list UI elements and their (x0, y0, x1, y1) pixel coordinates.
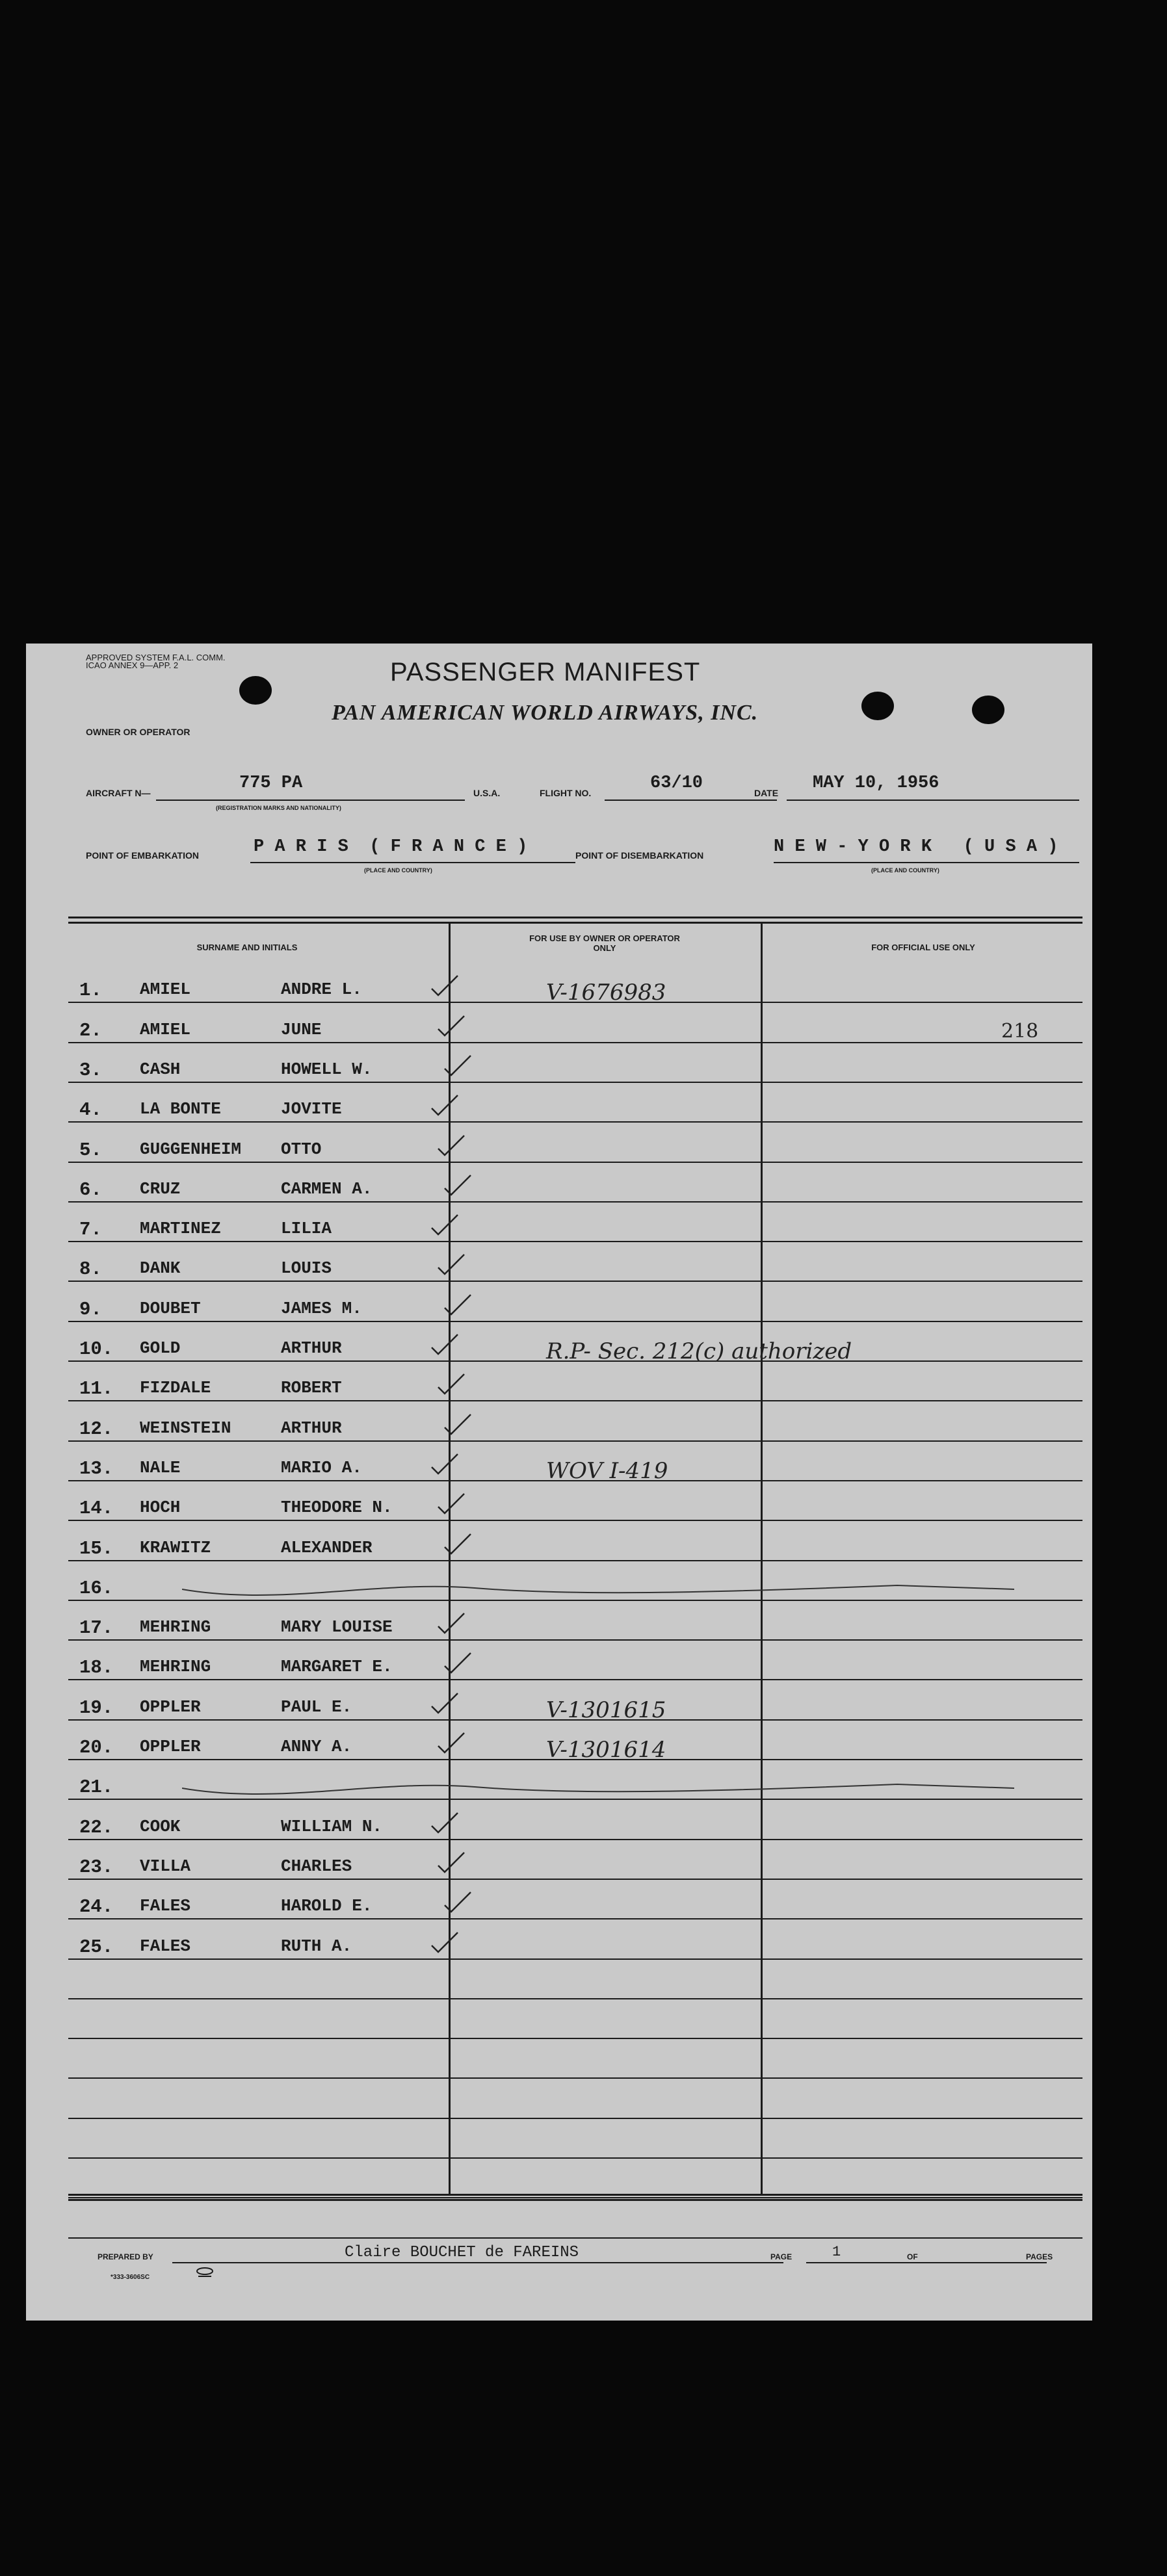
approval-stamp-text: APPROVED SYSTEM F.A.L. COMM. ICAO ANNEX 9—APP. 2 (86, 653, 226, 670)
row-rule (68, 1121, 1082, 1123)
row-number: 8. (79, 1258, 102, 1280)
table-row (26, 1578, 1092, 1600)
passenger-surname: DANK (140, 1258, 181, 1278)
passenger-given-name: JOVITE (281, 1099, 342, 1119)
flight-line (605, 800, 777, 801)
row-rule (68, 1042, 1082, 1043)
table-row (26, 1776, 1092, 1799)
row-rule (68, 2038, 1082, 2039)
check-mark-icon (429, 1691, 462, 1717)
page-value: 1 (832, 2244, 841, 2260)
check-mark-icon (429, 1810, 462, 1836)
row-number: 7. (79, 1219, 102, 1240)
row-number: 3. (79, 1060, 102, 1081)
row-rule (68, 1400, 1082, 1401)
check-mark-icon (442, 1173, 475, 1199)
page-label: PAGE (770, 2252, 793, 2261)
date-label: DATE (754, 788, 779, 798)
disembarkation-label: POINT OF DISEMBARKATION (575, 850, 704, 861)
passenger-given-name: RUTH A. (281, 1936, 352, 1956)
passenger-surname: NALE (140, 1458, 181, 1477)
passenger-surname: AMIEL (140, 1020, 191, 1039)
pages-label: PAGES (1026, 2252, 1053, 2261)
check-mark-icon (442, 1412, 475, 1438)
table-row (26, 1099, 1092, 1121)
row-rule (68, 1918, 1082, 1919)
aircraft-sub-label: (REGISTRATION MARKS AND NATIONALITY) (216, 805, 341, 811)
passenger-surname: MARTINEZ (140, 1219, 221, 1238)
disembarkation-line (774, 862, 1079, 863)
row-number: 15. (79, 1538, 114, 1559)
operator-note: WOV I-419 (546, 1458, 668, 1484)
row-rule (68, 1679, 1082, 1680)
check-mark-icon (436, 1013, 468, 1039)
row-number: 14. (79, 1498, 114, 1519)
strike-through-line (182, 1580, 1027, 1606)
check-mark-icon (442, 1890, 475, 1916)
row-number: 6. (79, 1179, 102, 1201)
passenger-surname: OPPLER (140, 1737, 201, 1756)
airline-name: PAN AMERICAN WORLD AIRWAYS, INC. (332, 701, 759, 725)
passenger-given-name: MARIO A. (281, 1458, 362, 1477)
page-title: PASSENGER MANIFEST (390, 658, 701, 686)
passenger-surname: OPPLER (140, 1697, 201, 1717)
table-row (26, 1299, 1092, 1321)
row-rule (68, 1321, 1082, 1322)
table-top-rule (68, 922, 1082, 924)
embarkation-value: P A R I S ( F R A N C E ) (254, 837, 528, 857)
row-rule (68, 2077, 1082, 2079)
row-number: 11. (79, 1378, 114, 1399)
passenger-given-name: ARTHUR (281, 1338, 342, 1358)
passenger-given-name: OTTO (281, 1139, 322, 1159)
passenger-given-name: ANNY A. (281, 1737, 352, 1756)
row-rule (68, 1958, 1082, 1960)
table-row (26, 1657, 1092, 1679)
row-number: 13. (79, 1458, 114, 1479)
check-mark-icon (442, 1053, 475, 1079)
row-rule (68, 1998, 1082, 1999)
passenger-surname: DOUBET (140, 1299, 201, 1318)
row-number: 5. (79, 1139, 102, 1161)
row-number: 16. (79, 1578, 114, 1599)
row-rule (68, 1639, 1082, 1641)
passenger-given-name: HAROLD E. (281, 1896, 373, 1916)
passenger-given-name: PAUL E. (281, 1697, 352, 1717)
usa-label: U.S.A. (473, 788, 501, 798)
check-mark-icon (436, 1133, 468, 1159)
table-row (26, 1418, 1092, 1440)
check-mark-icon (429, 1332, 462, 1358)
aircraft-label: AIRCRAFT N— (86, 788, 151, 798)
row-rule (68, 1839, 1082, 1840)
table-top-rule (68, 917, 1082, 918)
prepared-by-line (172, 2262, 783, 2263)
punch-hole (239, 676, 272, 705)
check-mark-icon (436, 1491, 468, 1517)
passenger-surname: CASH (140, 1060, 181, 1079)
punch-hole (861, 692, 894, 720)
row-number: 12. (79, 1418, 114, 1440)
table-row (26, 1338, 1092, 1364)
operator-note: R.P- Sec. 212(c) authorized (546, 1338, 852, 1364)
form-code: *333-3606SC (111, 2274, 150, 2281)
table-row (26, 1219, 1092, 1241)
passenger-given-name: LOUIS (281, 1258, 332, 1278)
row-rule (68, 2118, 1082, 2119)
embarkation-label: POINT OF EMBARKATION (86, 850, 199, 861)
check-mark-icon (442, 1531, 475, 1557)
table-row (26, 1498, 1092, 1520)
row-rule (68, 2197, 1082, 2198)
table-row (26, 1617, 1092, 1639)
prepared-by-value: Claire BOUCHET de FAREINS (345, 2244, 579, 2261)
operator-note: V-1301615 (546, 1697, 666, 1723)
row-rule (68, 1879, 1082, 1880)
passenger-surname: FALES (140, 1896, 191, 1916)
table-row (26, 1896, 1092, 1918)
row-number: 1. (79, 980, 102, 1001)
passenger-surname: CRUZ (140, 1179, 181, 1199)
passenger-given-name: ALEXANDER (281, 1538, 373, 1557)
passenger-surname: GOLD (140, 1338, 181, 1358)
row-number: 23. (79, 1856, 114, 1878)
row-rule (68, 1241, 1082, 1242)
row-number: 9. (79, 1299, 102, 1320)
operator-note: V-1301614 (546, 1737, 666, 1763)
passenger-given-name: CHARLES (281, 1856, 352, 1876)
passenger-given-name: JUNE (281, 1020, 322, 1039)
of-label: OF (907, 2252, 918, 2261)
passenger-given-name: ROBERT (281, 1378, 342, 1398)
passenger-surname: FIZDALE (140, 1378, 211, 1398)
table-row (26, 1737, 1092, 1763)
table-row (26, 1697, 1092, 1723)
check-mark-icon (436, 1611, 468, 1637)
table-row (26, 1258, 1092, 1281)
check-mark-icon (442, 1650, 475, 1676)
operator-note: V-1676983 (546, 980, 666, 1006)
column-header-surname: SURNAME AND INITIALS (196, 943, 298, 952)
disembarkation-sub-label: (PLACE AND COUNTRY) (871, 867, 939, 874)
aircraft-line (156, 800, 465, 801)
flight-label: FLIGHT NO. (540, 788, 592, 798)
row-rule (68, 1201, 1082, 1203)
row-rule (68, 1082, 1082, 1083)
row-number: 24. (79, 1896, 114, 1918)
check-mark-icon (436, 1730, 468, 1756)
strike-through-line (182, 1779, 1027, 1805)
printer-logo-icon (192, 2265, 218, 2280)
row-number: 21. (79, 1776, 114, 1798)
row-number: 17. (79, 1617, 114, 1639)
passenger-surname: MEHRING (140, 1657, 211, 1676)
row-rule (68, 1560, 1082, 1561)
table-row (26, 1378, 1092, 1400)
passenger-surname: KRAWITZ (140, 1538, 211, 1557)
passenger-surname: AMIEL (140, 980, 191, 999)
passenger-surname: WEINSTEIN (140, 1418, 231, 1438)
row-rule (68, 2237, 1082, 2239)
table-row (26, 1856, 1092, 1879)
passenger-given-name: LILIA (281, 1219, 332, 1238)
table-row (26, 1060, 1092, 1082)
passenger-given-name: THEODORE N. (281, 1498, 393, 1517)
passenger-surname: FALES (140, 1936, 191, 1956)
passenger-given-name: ANDRE L. (281, 980, 362, 999)
check-mark-icon (429, 1451, 462, 1477)
embarkation-line (250, 862, 575, 863)
passenger-given-name: MARGARET E. (281, 1657, 393, 1676)
date-line (787, 800, 1079, 801)
passenger-surname: COOK (140, 1817, 181, 1836)
row-rule (68, 1162, 1082, 1163)
row-number: 10. (79, 1338, 114, 1360)
table-bottom-rule (68, 2199, 1082, 2201)
check-mark-icon (436, 1850, 468, 1876)
date-value: MAY 10, 1956 (813, 774, 939, 793)
check-mark-icon (429, 973, 462, 999)
table-row (26, 980, 1092, 1006)
official-use-value: 218 (1001, 1020, 1039, 1043)
passenger-surname: GUGGENHEIM (140, 1139, 242, 1159)
passenger-given-name: WILLIAM N. (281, 1817, 383, 1836)
disembarkation-value: N E W - Y O R K ( U S A ) (774, 837, 1058, 857)
table-row (26, 1139, 1092, 1162)
column-header-official-use: FOR OFFICIAL USE ONLY (871, 943, 975, 952)
row-number: 19. (79, 1697, 114, 1719)
check-mark-icon (429, 1093, 462, 1119)
row-number: 22. (79, 1817, 114, 1838)
row-number: 25. (79, 1936, 114, 1958)
passenger-given-name: HOWELL W. (281, 1060, 373, 1079)
check-mark-icon (442, 1292, 475, 1318)
embarkation-sub-label: (PLACE AND COUNTRY) (364, 867, 432, 874)
table-bottom-rule (68, 2194, 1082, 2196)
passenger-surname: VILLA (140, 1856, 191, 1876)
passenger-surname: MEHRING (140, 1617, 211, 1637)
row-number: 2. (79, 1020, 102, 1041)
passenger-given-name: CARMEN A. (281, 1179, 373, 1199)
row-rule (68, 1281, 1082, 1282)
prepared-by-label: PREPARED BY (98, 2252, 153, 2261)
owner-label: OWNER OR OPERATOR (86, 727, 190, 737)
page-line (806, 2262, 930, 2263)
passenger-surname: LA BONTE (140, 1099, 221, 1119)
flight-value: 63/10 (650, 774, 703, 793)
table-row (26, 1817, 1092, 1839)
check-mark-icon (429, 1930, 462, 1956)
table-row (26, 1458, 1092, 1484)
passenger-given-name: JAMES M. (281, 1299, 362, 1318)
aircraft-value: 775 PA (239, 774, 303, 793)
punch-hole (972, 696, 1004, 724)
passenger-given-name: ARTHUR (281, 1418, 342, 1438)
passenger-given-name: MARY LOUISE (281, 1617, 393, 1637)
row-number: 4. (79, 1099, 102, 1121)
check-mark-icon (436, 1252, 468, 1278)
row-rule (68, 2157, 1082, 2159)
column-header-owner-use: FOR USE BY OWNER OR OPERATOR ONLY (529, 933, 680, 953)
check-mark-icon (436, 1372, 468, 1398)
row-number: 20. (79, 1737, 114, 1758)
manifest-page (26, 644, 1092, 2321)
table-row (26, 1020, 1092, 1042)
row-rule (68, 1440, 1082, 1442)
passenger-surname: HOCH (140, 1498, 181, 1517)
row-rule (68, 1520, 1082, 1521)
table-row (26, 1179, 1092, 1201)
table-row (26, 1936, 1092, 1958)
row-number: 18. (79, 1657, 114, 1678)
table-row (26, 1538, 1092, 1560)
of-line (930, 2262, 1047, 2263)
check-mark-icon (429, 1212, 462, 1238)
